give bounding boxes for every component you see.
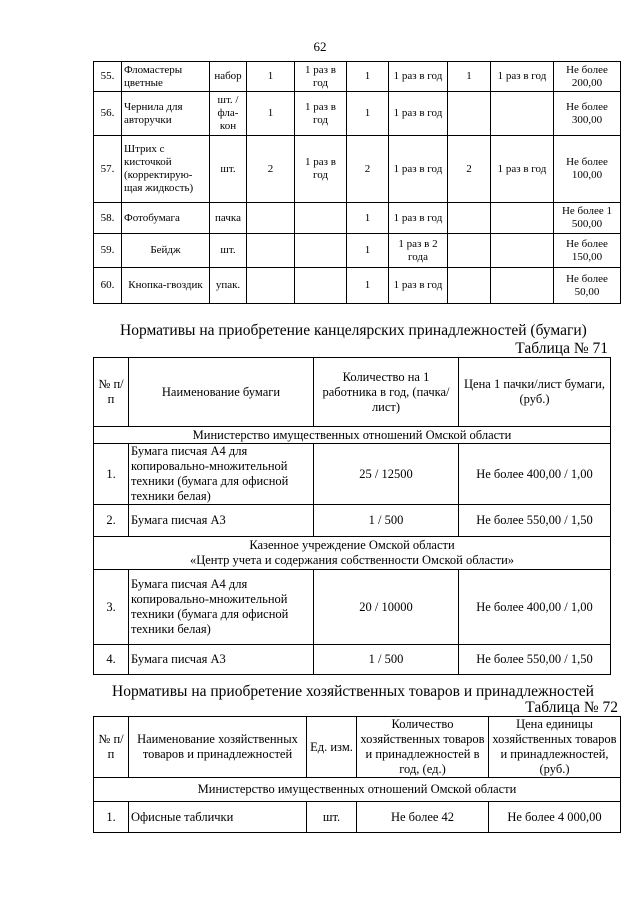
quantity: 20 / 10000 [314, 570, 459, 645]
header-name: Наименование хозяйственных товаров и принадлежностей [129, 717, 307, 778]
item-name: Фотобумага [122, 203, 210, 234]
row-number: 56. [94, 92, 122, 136]
period: 1 раз в год [389, 203, 448, 234]
quantity: 2 [347, 136, 389, 203]
table-row [94, 62, 621, 92]
item-name: Кнопка-гвоздик [122, 268, 210, 304]
group-title: Министерство имущественных отношений Омской области [94, 427, 611, 444]
paper-name: Бумага писчая А4 для копировально-множительной техники (бумага для офисной техники белая) [129, 444, 314, 505]
unit: упак. [210, 268, 247, 304]
table-72 [93, 716, 621, 833]
table-row [94, 234, 621, 268]
period: 1 раз в год [389, 62, 448, 92]
price: Не более 200,00 [554, 62, 621, 92]
quantity: 25 / 12500 [314, 444, 459, 505]
period: 1 раз в год [491, 62, 554, 92]
price: Не более 300,00 [554, 92, 621, 136]
item-name: Чернила для авторучки [122, 92, 210, 136]
period [491, 268, 554, 304]
unit: шт. [307, 802, 357, 833]
price: Не более 100,00 [554, 136, 621, 203]
period [295, 203, 347, 234]
period: 1 раз в год [491, 136, 554, 203]
table-71 [93, 357, 611, 675]
header-number: № п/п [94, 717, 129, 778]
period: 1 раз в год [295, 62, 347, 92]
quantity [448, 92, 491, 136]
section-71-title: Нормативы на приобретение канцелярских принадлежностей (бумаги) [120, 322, 587, 339]
table-row [94, 268, 621, 304]
paper-name: Бумага писчая А3 [129, 645, 314, 675]
period: 1 раз в год [295, 136, 347, 203]
row-number: 59. [94, 234, 122, 268]
header-price: Цена единицы хозяйственных товаров и принадлежностей, (руб.) [489, 717, 621, 778]
item-name: Бейдж [122, 234, 210, 268]
section-72-title: Нормативы на приобретение хозяйственных товаров и принадлежностей [112, 683, 594, 700]
price: Не более 50,00 [554, 268, 621, 304]
period: 1 раз в год [389, 92, 448, 136]
period [295, 268, 347, 304]
item-name: Штрих с кисточкой (корректирую-щая жидкость) [122, 136, 210, 203]
row-number: 58. [94, 203, 122, 234]
group-title: Министерство имущественных отношений Омской области [94, 778, 621, 802]
row-number: 3. [94, 570, 129, 645]
table-header-row [94, 717, 621, 778]
quantity: 2 [247, 136, 295, 203]
page-number: 62 [313, 39, 327, 54]
quantity: 2 [448, 136, 491, 203]
period: 1 раз в 2 года [389, 234, 448, 268]
quantity: Не более 42 [357, 802, 489, 833]
unit: шт. [210, 136, 247, 203]
group-title-line-1: Казенное учреждение Омской области [249, 538, 455, 552]
row-number: 1. [94, 802, 129, 833]
price: Не более 4 000,00 [489, 802, 621, 833]
period: 1 раз в год [389, 136, 448, 203]
quantity: 1 [347, 92, 389, 136]
period: 1 раз в год [295, 92, 347, 136]
row-number: 55. [94, 62, 122, 92]
price: Не более 400,00 / 1,00 [459, 444, 611, 505]
price: Не более 150,00 [554, 234, 621, 268]
price: Не более 1 500,00 [554, 203, 621, 234]
table-row [94, 570, 611, 645]
quantity [448, 203, 491, 234]
quantity [247, 203, 295, 234]
group-title [94, 537, 611, 570]
period [295, 234, 347, 268]
quantity [448, 234, 491, 268]
paper-name: Бумага писчая А4 для копировально-множительной техники (бумага для офисной техники белая) [129, 570, 314, 645]
row-number: 60. [94, 268, 122, 304]
table-71-label: Таблица № 71 [515, 340, 608, 357]
table-header-row [94, 358, 611, 427]
period [491, 92, 554, 136]
header-quantity: Количество на 1 работника в год, (пачка/лист) [314, 358, 459, 427]
quantity: 1 [347, 203, 389, 234]
group-row [94, 427, 611, 444]
group-row [94, 537, 611, 570]
row-number: 2. [94, 505, 129, 537]
quantity [448, 268, 491, 304]
header-unit: Ед. изм. [307, 717, 357, 778]
group-row [94, 778, 621, 802]
table-72-label: Таблица № 72 [525, 699, 618, 716]
header-price: Цена 1 пачки/лист бумаги, (руб.) [459, 358, 611, 427]
table-row [94, 505, 611, 537]
table-70 [93, 61, 621, 304]
unit: шт. / фла-кон [210, 92, 247, 136]
header-number: № п/п [94, 358, 129, 427]
unit: пачка [210, 203, 247, 234]
table-row [94, 444, 611, 505]
item-name: Фломастеры цветные [122, 62, 210, 92]
quantity: 1 / 500 [314, 505, 459, 537]
price: Не более 550,00 / 1,50 [459, 645, 611, 675]
table-row [94, 802, 621, 833]
row-number: 57. [94, 136, 122, 203]
table-row [94, 203, 621, 234]
unit: шт. [210, 234, 247, 268]
quantity: 1 [247, 62, 295, 92]
quantity: 1 [347, 62, 389, 92]
price: Не более 550,00 / 1,50 [459, 505, 611, 537]
quantity: 1 [247, 92, 295, 136]
header-name: Наименование бумаги [129, 358, 314, 427]
row-number: 4. [94, 645, 129, 675]
quantity [247, 268, 295, 304]
paper-name: Бумага писчая А3 [129, 505, 314, 537]
quantity: 1 [448, 62, 491, 92]
group-title-line-2: «Центр учета и содержания собственности Омской области» [189, 553, 515, 567]
quantity: 1 [347, 268, 389, 304]
quantity: 1 [347, 234, 389, 268]
table-row [94, 92, 621, 136]
period [491, 234, 554, 268]
period: 1 раз в год [389, 268, 448, 304]
unit: набор [210, 62, 247, 92]
period [491, 203, 554, 234]
quantity [247, 234, 295, 268]
price: Не более 400,00 / 1,00 [459, 570, 611, 645]
table-row [94, 645, 611, 675]
row-number: 1. [94, 444, 129, 505]
header-quantity: Количество хозяйственных товаров и принадлежностей в год, (ед.) [357, 717, 489, 778]
table-row [94, 136, 621, 203]
quantity: 1 / 500 [314, 645, 459, 675]
item-name: Офисные таблички [129, 802, 307, 833]
